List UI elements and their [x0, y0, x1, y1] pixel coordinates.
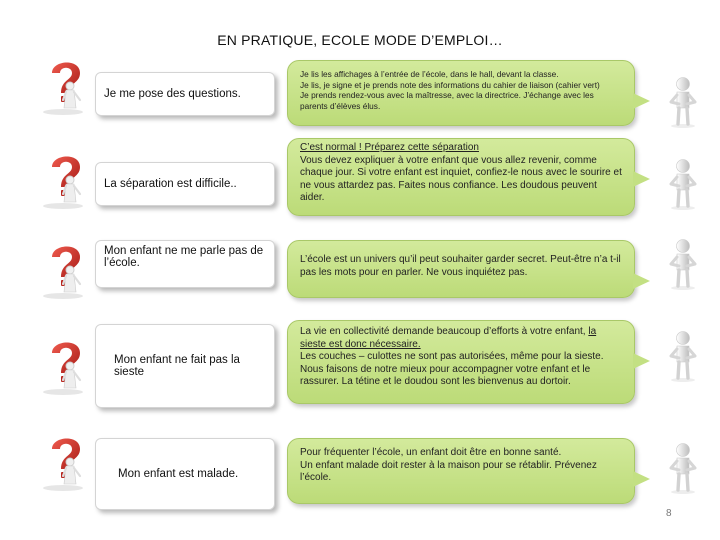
question-mark-icon	[40, 336, 86, 396]
answer-bubble	[287, 438, 635, 504]
question-box	[95, 324, 275, 408]
question-text: La séparation est difficile..	[104, 178, 237, 190]
question-mark-icon	[40, 432, 86, 492]
bubble-tail	[633, 273, 650, 289]
answer-lead: La vie en collectivité demande beaucoup d’efforts à votre enfant,	[300, 326, 586, 337]
answer-heading: C’est normal ! Préparez cette séparation	[300, 142, 479, 153]
answer-line: Vous devez expliquer à votre enfant que vous allez revenir, comme chaque jour. Si votre enfant est inquiet, confiez-le nous avec le sourire et ne vous attardez pas. Faites nous confiance. Les doudous peuvent aider.	[300, 154, 622, 203]
answer-line: Un enfant malade doit rester à la maison pour se rétablir. Prévenez l’école.	[300, 459, 597, 483]
thinking-figure-icon	[668, 76, 698, 128]
question-text: Mon enfant est malade.	[118, 468, 239, 480]
answer-bubble	[287, 60, 635, 126]
answer-line: Je lis, je signe et je prends note des informations du cahier de liaison (cahier vert)	[300, 79, 600, 90]
answer-line: Je lis les affichages à l’entrée de l’école, dans le hall, devant la classe.	[300, 69, 559, 79]
question-mark-icon	[40, 240, 86, 300]
question-box	[95, 72, 275, 116]
answer-bubble	[287, 240, 635, 298]
thinking-figure-icon	[668, 158, 698, 210]
thinking-figure-icon	[668, 442, 698, 494]
page-number: 8	[666, 508, 672, 519]
question-text: Mon enfant ne fait pas la sieste	[114, 354, 240, 378]
bubble-tail	[633, 471, 650, 487]
thinking-figure-icon	[668, 238, 698, 290]
bubble-tail	[633, 353, 650, 369]
question-text: Mon enfant ne me parle pas de l’école.	[104, 245, 264, 269]
bubble-tail	[633, 93, 650, 109]
answer-bubble	[287, 320, 635, 404]
answer-line: Pour fréquenter l’école, un enfant doit être en bonne santé.	[300, 447, 562, 458]
answer-paragraph	[300, 326, 622, 351]
question-box	[95, 240, 275, 288]
question-mark-icon	[40, 56, 86, 116]
question-text: Je me pose des questions.	[104, 88, 241, 100]
question-box	[95, 162, 275, 206]
question-mark-icon	[40, 150, 86, 210]
answer-lead-underlined: la sieste est donc nécessaire.	[300, 326, 597, 350]
answer-line: Je prends rendez-vous avec la maîtresse, avec la directrice. J’échange avec les parents d’élèves élus.	[300, 90, 594, 111]
thinking-figure-icon	[668, 330, 698, 382]
bubble-tail	[633, 171, 650, 187]
answer-bubble	[287, 138, 635, 216]
answer-line: L’école est un univers qu’il peut souhaiter garder secret. Peut-être n’a t-il pas les mots pour en parler. Ne vous inquiétez pas.	[300, 254, 621, 278]
question-box	[95, 438, 275, 510]
page-title: EN PRATIQUE, ECOLE MODE D’EMPLOI…	[217, 32, 503, 48]
answer-line: Les couches – culottes ne sont pas autorisées, même pour la sieste. Nous faisons de notre mieux pour accompagner votre enfant et le rassurer. La tétine et le doudou sont les bienvenus au dortoir.	[300, 351, 604, 387]
